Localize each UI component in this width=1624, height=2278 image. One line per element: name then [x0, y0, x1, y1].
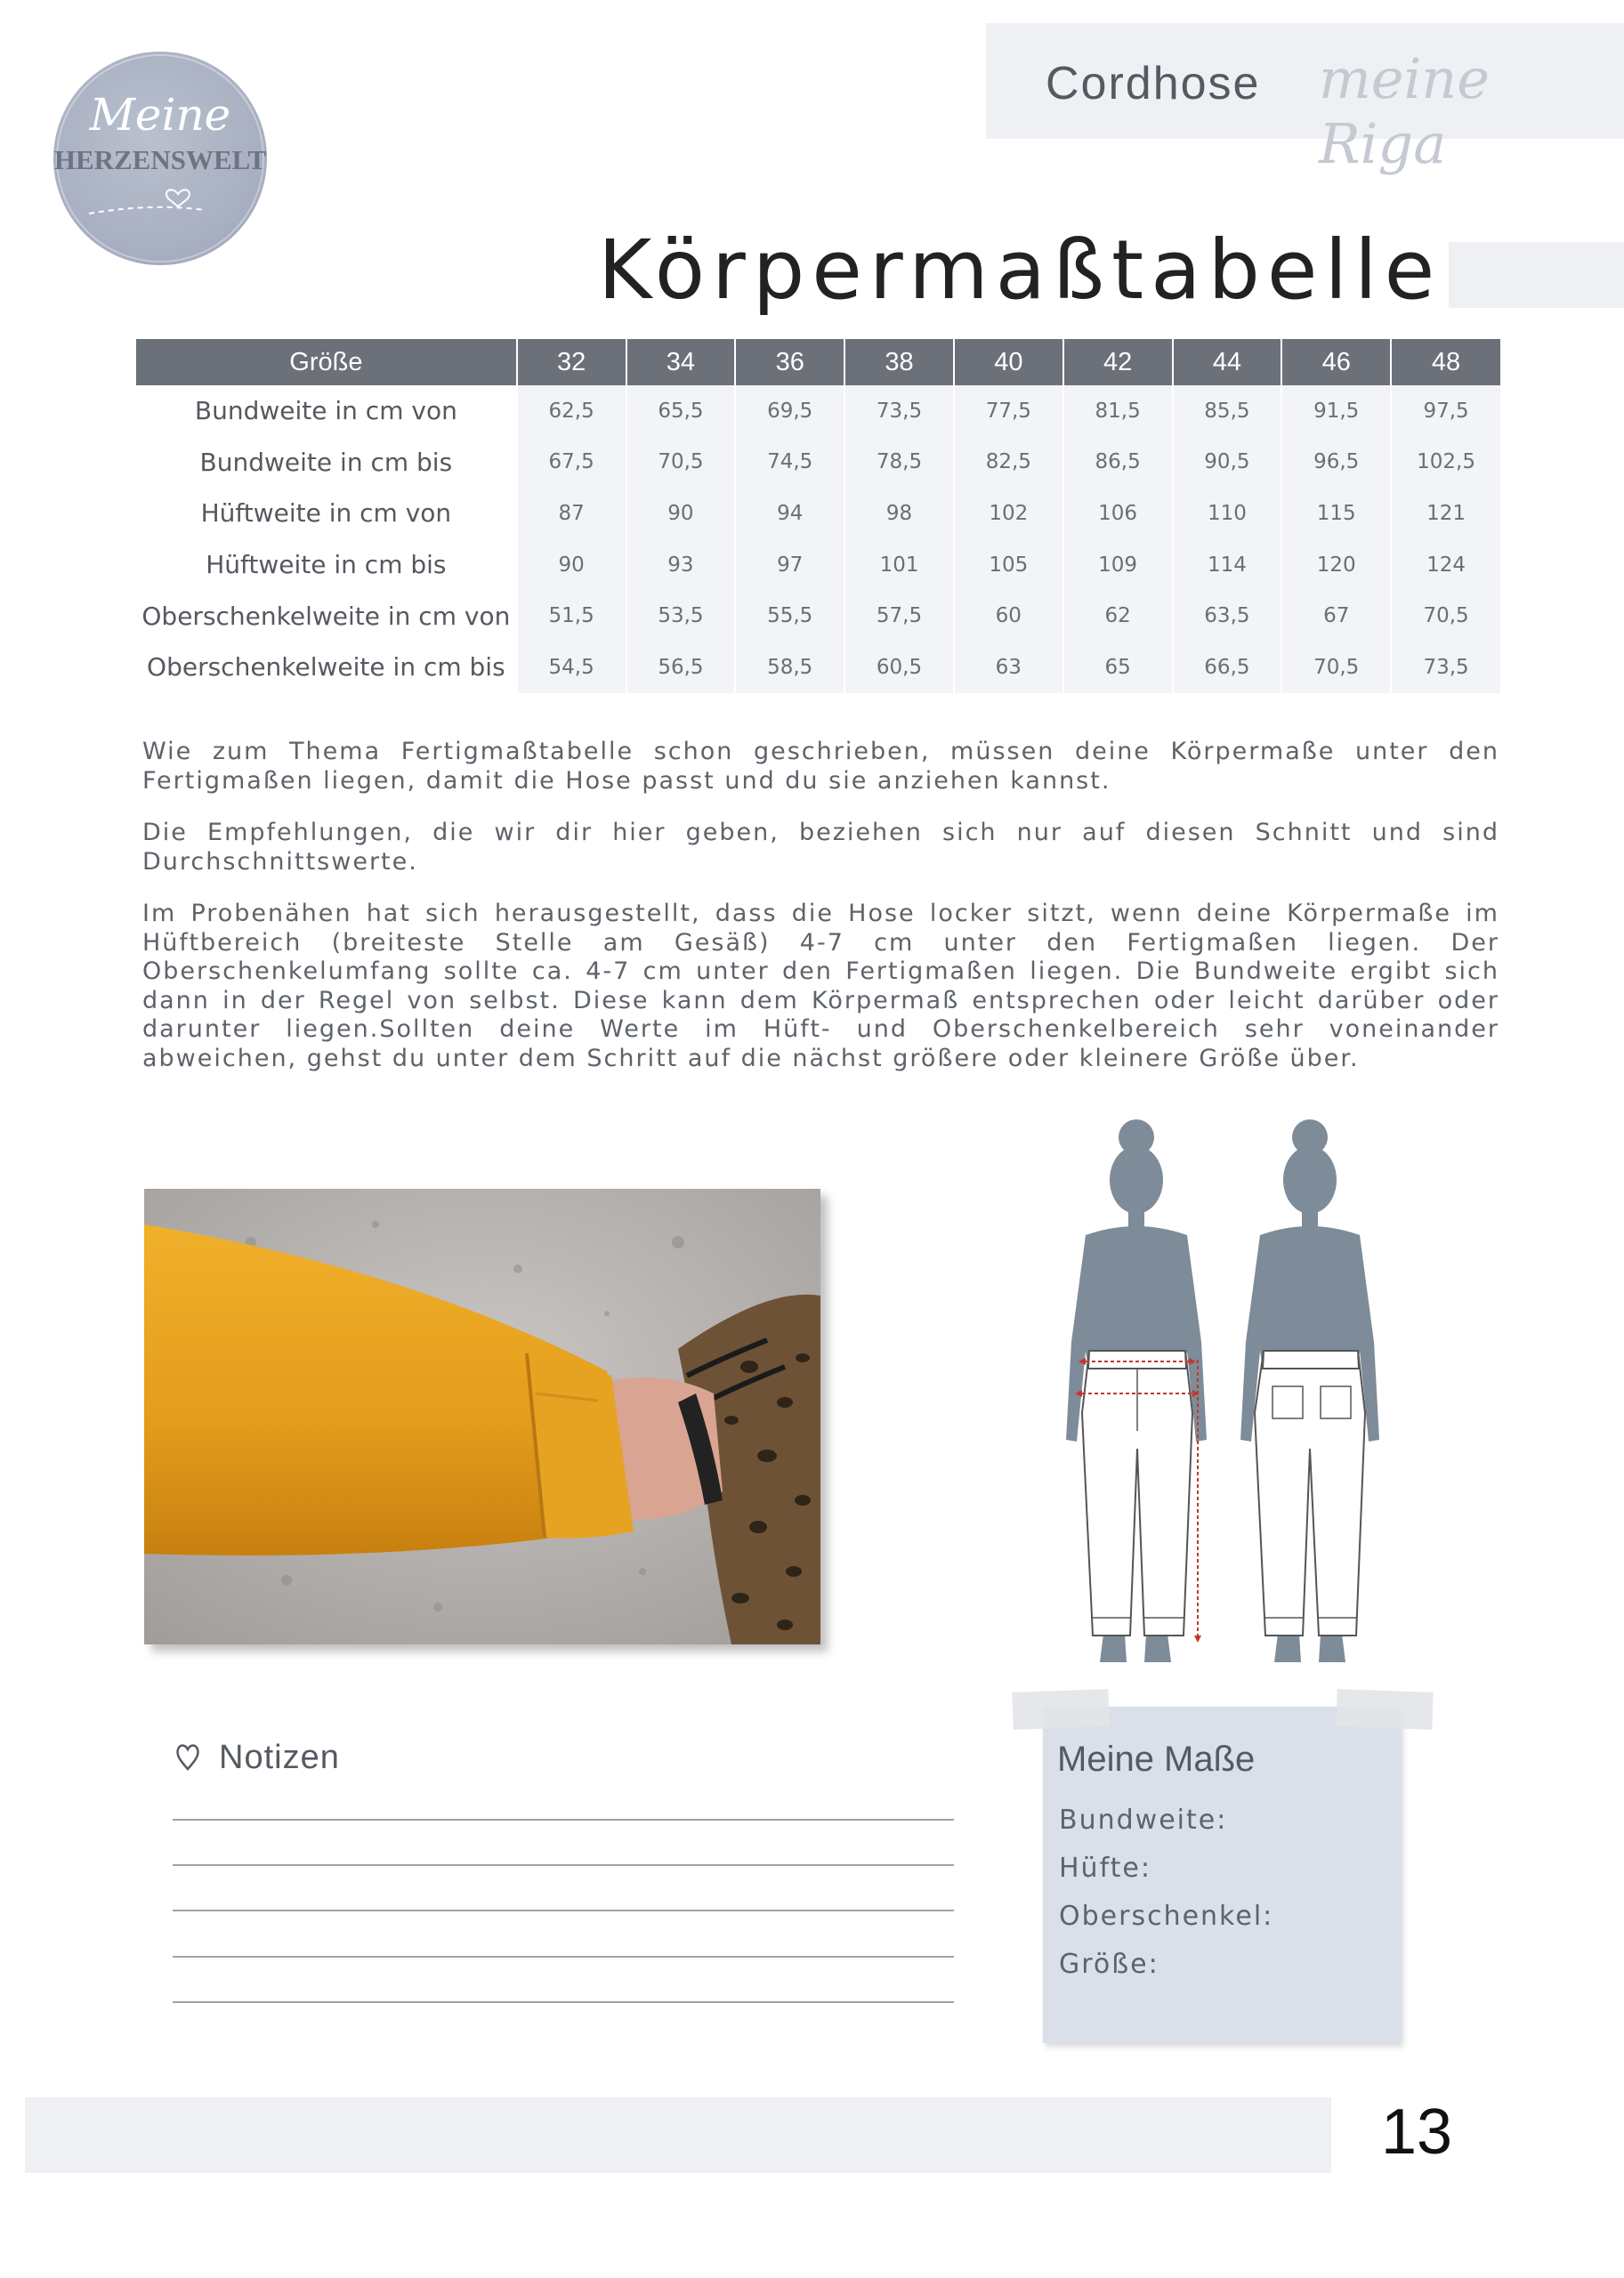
table-cell: 120 [1281, 539, 1391, 591]
table-cell: 53,5 [626, 590, 736, 642]
table-cell: 94 [735, 488, 844, 539]
table-cell: 65,5 [626, 385, 736, 437]
note-line[interactable] [173, 1864, 954, 1866]
table-cell: 106 [1063, 488, 1173, 539]
table-cell: 121 [1391, 488, 1500, 539]
size-label: Größe: [1059, 1949, 1159, 1980]
title-accent-block [1449, 242, 1624, 308]
thigh-label: Oberschenkel: [1059, 1901, 1274, 1932]
table-cell: 91,5 [1281, 385, 1391, 437]
table-row [136, 642, 1500, 693]
table-cell: 96,5 [1281, 437, 1391, 489]
table-header-cell: 44 [1173, 339, 1282, 385]
recommendation-paragraph: Die Empfehlungen, die wir dir hier geben, beziehen sich nur auf diesen Schnitt und sind Durchschnittswerte. [142, 819, 1499, 876]
table-cell: 55,5 [735, 590, 844, 642]
table-cell: 87 [517, 488, 626, 539]
tape-strip [1336, 1689, 1433, 1730]
table-cell: 60 [954, 590, 1063, 642]
table-cell: 51,5 [517, 590, 626, 642]
table-cell: 81,5 [1063, 385, 1173, 437]
row-label: Hüftweite in cm bis [136, 539, 517, 591]
row-label: Bundweite in cm bis [136, 437, 517, 489]
row-label: Oberschenkelweite in cm von [136, 590, 517, 642]
table-cell: 63,5 [1173, 590, 1282, 642]
table-cell: 124 [1391, 539, 1500, 591]
table-row [136, 590, 1500, 642]
intro-paragraph: Wie zum Thema Fertigmaßtabelle schon geschrieben, müssen deine Körpermaße unter den Fertigmaßen liegen, damit die Hose passt und du sie anziehen kannst. [142, 738, 1499, 795]
table-cell: 58,5 [735, 642, 844, 693]
logo-script: Meine [89, 89, 231, 141]
table-cell: 62,5 [517, 385, 626, 437]
table-cell: 63 [954, 642, 1063, 693]
table-cell: 86,5 [1063, 437, 1173, 489]
table-cell: 78,5 [844, 437, 954, 489]
table-cell: 97 [735, 539, 844, 591]
row-label: Bundweite in cm von [136, 385, 517, 437]
body-measurement-figure [1050, 1111, 1406, 1662]
table-cell: 101 [844, 539, 954, 591]
table-cell: 90 [517, 539, 626, 591]
table-cell: 77,5 [954, 385, 1063, 437]
table-row [136, 437, 1500, 489]
table-cell: 70,5 [1281, 642, 1391, 693]
table-cell: 85,5 [1173, 385, 1282, 437]
footer-bar [25, 2097, 1331, 2173]
body-measurement-table [136, 339, 1500, 693]
table-cell: 70,5 [626, 437, 736, 489]
brand-logo [53, 52, 267, 265]
header-script-title: meine Riga [1319, 46, 1490, 176]
heart-icon [174, 1742, 201, 1773]
notes-title: Notizen [219, 1739, 340, 1776]
table-cell: 67,5 [517, 437, 626, 489]
page-title: Körpermaßtabelle [598, 222, 1442, 318]
table-header-cell: 40 [954, 339, 1063, 385]
table-cell: 54,5 [517, 642, 626, 693]
table-header-cell: 46 [1281, 339, 1391, 385]
table-cell: 69,5 [735, 385, 844, 437]
fitting-paragraph: Im Probenähen hat sich herausgestellt, dass die Hose locker sitzt, wenn deine Körpermaße im Hüftbereich (breiteste Stelle am Gesäß) 4-7 cm unter den Fertigmaßen liegen. Der Oberschenkelumfang sollte ca. 4-7 cm unter den Fertigmaßen liegen. Die Bundweite ergibt sich dann in der Regel von selbst. Diese kann dem Körpermaß entsprechen oder leicht darüber oder darunter liegen.Sollten deine Werte im Hüft- und Oberschenkelbereich sehr voneinander abweichen, gehst du unter dem Schritt auf die nächst größere oder kleinere Größe über. [142, 900, 1499, 1072]
table-header-cell: 42 [1063, 339, 1173, 385]
table-cell: 90 [626, 488, 736, 539]
page-number: 13 [1381, 2096, 1453, 2168]
row-label: Hüftweite in cm von [136, 488, 517, 539]
table-cell: 97,5 [1391, 385, 1500, 437]
note-line[interactable] [173, 1910, 954, 1911]
table-cell: 114 [1173, 539, 1282, 591]
waist-label: Bundweite: [1059, 1805, 1228, 1836]
table-cell: 70,5 [1391, 590, 1500, 642]
table-header-cell: 34 [626, 339, 736, 385]
table-cell: 82,5 [954, 437, 1063, 489]
hip-label: Hüfte: [1059, 1853, 1151, 1884]
table-cell: 109 [1063, 539, 1173, 591]
logo-wordmark: HERZENSWELT [53, 144, 267, 175]
table-cell: 56,5 [626, 642, 736, 693]
table-cell: 115 [1281, 488, 1391, 539]
table-cell: 67 [1281, 590, 1391, 642]
table-cell: 74,5 [735, 437, 844, 489]
table-cell: 62 [1063, 590, 1173, 642]
table-cell: 102 [954, 488, 1063, 539]
table-cell: 66,5 [1173, 642, 1282, 693]
table-header-row [136, 339, 1500, 385]
table-cell: 73,5 [1391, 642, 1500, 693]
note-line[interactable] [173, 1819, 954, 1821]
table-row [136, 385, 1500, 437]
table-cell: 90,5 [1173, 437, 1282, 489]
table-cell: 105 [954, 539, 1063, 591]
table-cell: 110 [1173, 488, 1282, 539]
table-row [136, 488, 1500, 539]
table-cell: 73,5 [844, 385, 954, 437]
table-cell: 102,5 [1391, 437, 1500, 489]
table-header-cell: 36 [735, 339, 844, 385]
table-cell: 93 [626, 539, 736, 591]
table-cell: 60,5 [844, 642, 954, 693]
tape-strip [1012, 1689, 1109, 1730]
table-header-cell: 38 [844, 339, 954, 385]
trouser-leg-photo [144, 1189, 820, 1644]
table-header-cell: Größe [136, 339, 517, 385]
table-header-cell: 48 [1391, 339, 1500, 385]
table-header-cell: 32 [517, 339, 626, 385]
row-label: Oberschenkelweite in cm bis [136, 642, 517, 693]
table-cell: 98 [844, 488, 954, 539]
note-line[interactable] [173, 1956, 954, 1958]
header-title: Cordhose [1046, 58, 1261, 109]
measurements-title: Meine Maße [1057, 1740, 1256, 1779]
table-cell: 65 [1063, 642, 1173, 693]
table-row [136, 539, 1500, 591]
note-line[interactable] [173, 2001, 954, 2003]
table-cell: 57,5 [844, 590, 954, 642]
